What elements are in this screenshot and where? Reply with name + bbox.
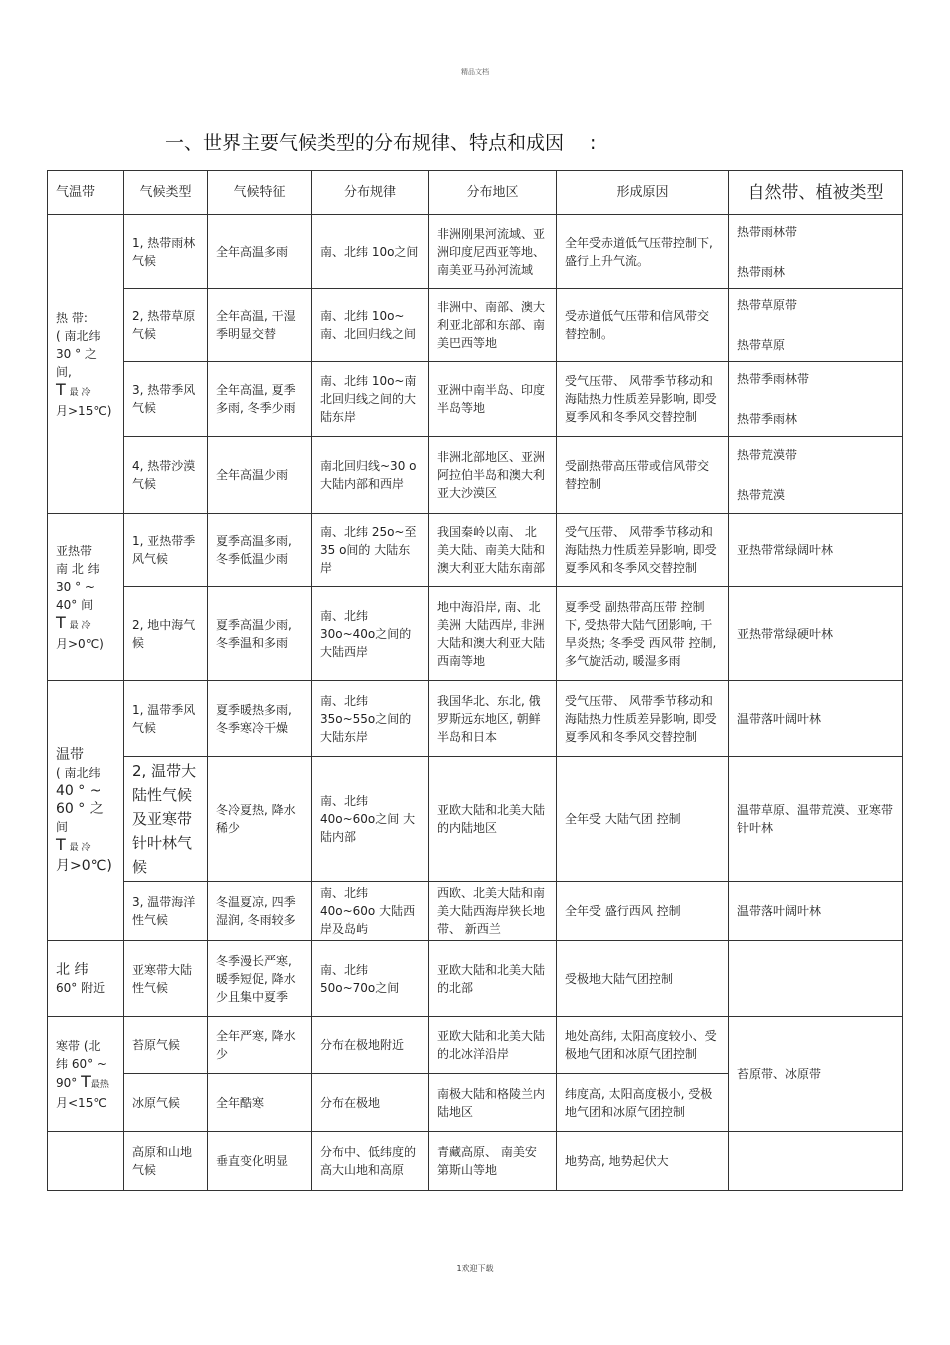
climate-type: 亚寒带大陆性气候 <box>124 941 208 1017</box>
table-row <box>48 882 903 941</box>
climate-vegetation <box>729 941 903 1017</box>
climate-type: 2, 热带草原气候 <box>124 289 208 362</box>
page-title <box>165 128 596 155</box>
climate-feature: 全年高温, 干湿季明显交替 <box>208 289 312 362</box>
climate-type: 高原和山地气候 <box>124 1132 208 1191</box>
climate-type: 苔原气候 <box>124 1017 208 1074</box>
climate-feature: 全年高温, 夏季多雨, 冬季少雨 <box>208 362 312 437</box>
climate-area: 青藏高原、 南美安第斯山等地 <box>429 1132 557 1191</box>
climate-type: 2, 温带大陆性气候及亚寒带针叶林气候 <box>124 757 208 882</box>
climate-type: 1, 热带雨林气候 <box>124 215 208 289</box>
title-colon: : <box>590 132 597 154</box>
climate-feature: 全年酷寒 <box>208 1074 312 1132</box>
climate-vegetation: 亚热带常绿阔叶林 <box>729 514 903 587</box>
climate-cause: 纬度高, 太阳高度极小, 受极地气团和冰原气团控制 <box>557 1074 729 1132</box>
zone-tropical: 热 带: ( 南北纬 30 ° 之 间, T 最 冷 月>15℃) <box>48 215 124 514</box>
climate-area: 地中海沿岸, 南、北美洲 大陆西岸, 非洲大陆和澳大利亚大陆西南等地 <box>429 587 557 681</box>
climate-cause: 全年受赤道低气压带控制下, 盛行上升气流。 <box>557 215 729 289</box>
climate-distribution: 分布在极地附近 <box>312 1017 429 1074</box>
climate-area: 我国秦岭以南、 北美大陆、南美大陆和澳大利亚大陆东南部 <box>429 514 557 587</box>
climate-feature: 全年严寒, 降水少 <box>208 1017 312 1074</box>
climate-type: 冰原气候 <box>124 1074 208 1132</box>
table-row <box>48 437 903 514</box>
climate-type: 2, 地中海气候 <box>124 587 208 681</box>
climate-cause: 地处高纬, 太阳高度较小、受极地气团和冰原气团控制 <box>557 1017 729 1074</box>
climate-distribution: 南、北纬 35o~55o之间的 大陆东岸 <box>312 681 429 757</box>
climate-distribution: 分布在极地 <box>312 1074 429 1132</box>
climate-area: 西欧、北美大陆和南美大陆西海岸狭长地带、 新西兰 <box>429 882 557 941</box>
climate-feature: 冬冷夏热, 降水稀少 <box>208 757 312 882</box>
climate-area: 亚欧大陆和北美大陆的北冰洋沿岸 <box>429 1017 557 1074</box>
climate-vegetation: 热带荒漠带 热带荒漠 <box>729 437 903 514</box>
table-row <box>48 587 903 681</box>
climate-vegetation: 温带草原、温带荒漠、亚寒带针叶林 <box>729 757 903 882</box>
climate-distribution: 南北回归线~30 o大陆内部和西岸 <box>312 437 429 514</box>
climate-feature: 全年高温少雨 <box>208 437 312 514</box>
climate-vegetation: 温带落叶阔叶林 <box>729 681 903 757</box>
climate-cause: 受赤道低气压带和信风带交替控制。 <box>557 289 729 362</box>
climate-type: 3, 热带季风气候 <box>124 362 208 437</box>
climate-area: 亚洲中南半岛、印度半岛等地 <box>429 362 557 437</box>
table-row <box>48 514 903 587</box>
zone-temperate: 温带 ( 南北纬 40 ° ~ 60 ° 之 间 T 最 冷 月>0℃) <box>48 681 124 941</box>
climate-area: 非洲中、南部、澳大利亚北部和东部、南美巴西等地 <box>429 289 557 362</box>
climate-cause: 夏季受 副热带高压带 控制下, 受热带大陆气团影响, 干旱炎热; 冬季受 西风带 控制, 多气旋活动, 暖湿多雨 <box>557 587 729 681</box>
climate-type: 1, 温带季风气候 <box>124 681 208 757</box>
climate-distribution: 分布中、低纬度的高大山地和高原 <box>312 1132 429 1191</box>
col-header-cause: 形成原因 <box>557 171 729 215</box>
climate-feature: 夏季暖热多雨, 冬季寒冷干燥 <box>208 681 312 757</box>
climate-area: 我国华北、东北, 俄罗斯远东地区, 朝鲜半岛和日本 <box>429 681 557 757</box>
col-header-type: 气候类型 <box>124 171 208 215</box>
title-text: 一、世界主要气候类型的分布规律、特点和成因 <box>165 132 565 154</box>
climate-cause: 地势高, 地势起伏大 <box>557 1132 729 1191</box>
page-footer: 1欢迎下载 <box>456 1264 494 1273</box>
zone-subtropical: 亚热带 南 北 纬 30 ° ~ 40° 间 T 最 冷 月>0℃) <box>48 514 124 681</box>
climate-feature: 夏季高温多雨, 冬季低温少雨 <box>208 514 312 587</box>
col-header-distribution: 分布规律 <box>312 171 429 215</box>
table-row <box>48 941 903 1017</box>
climate-feature: 冬温夏凉, 四季湿润, 冬雨较多 <box>208 882 312 941</box>
climate-distribution: 南、北纬 40o~60o之间 大陆内部 <box>312 757 429 882</box>
table-row <box>48 215 903 289</box>
climate-cause: 受气压带、 风带季节移动和海陆热力性质差异影响, 即受夏季风和冬季风交替控制 <box>557 681 729 757</box>
climate-distribution: 南、北纬 10o之间 <box>312 215 429 289</box>
climate-feature: 全年高温多雨 <box>208 215 312 289</box>
climate-vegetation: 温带落叶阔叶林 <box>729 882 903 941</box>
table-header-row <box>48 171 903 215</box>
climate-vegetation: 热带草原带 热带草原 <box>729 289 903 362</box>
climate-vegetation: 热带季雨林带 热带季雨林 <box>729 362 903 437</box>
climate-distribution: 南、北纬 10o~南北回归线之间的大陆东岸 <box>312 362 429 437</box>
climate-vegetation: 苔原带、冰原带 <box>729 1017 903 1132</box>
header-note: 精品文档 <box>461 68 489 76</box>
table-row <box>48 1132 903 1191</box>
zone-empty <box>48 1132 124 1191</box>
zone-north60: 北 纬 60° 附近 <box>48 941 124 1017</box>
climate-type: 1, 亚热带季风气候 <box>124 514 208 587</box>
climate-feature: 夏季高温少雨, 冬季温和多雨 <box>208 587 312 681</box>
col-header-feature: 气候特征 <box>208 171 312 215</box>
climate-distribution: 南、北纬 40o~60o 大陆西岸及岛屿 <box>312 882 429 941</box>
col-header-zone: 气温带 <box>48 171 124 215</box>
climate-distribution: 南、北纬 25o~至35 o间的 大陆东岸 <box>312 514 429 587</box>
climate-distribution: 南、北纬 10o~南、北回归线之间 <box>312 289 429 362</box>
table-row <box>48 289 903 362</box>
climate-vegetation: 亚热带常绿硬叶林 <box>729 587 903 681</box>
table-row <box>48 681 903 757</box>
climate-feature: 垂直变化明显 <box>208 1132 312 1191</box>
climate-vegetation <box>729 1132 903 1191</box>
zone-frigid: 寒带 (北 纬 60° ~ 90° T最热 月<15℃ <box>48 1017 124 1132</box>
climate-type: 3, 温带海洋性气候 <box>124 882 208 941</box>
table-row <box>48 362 903 437</box>
climate-cause: 受气压带、 风带季节移动和海陆热力性质差异影响, 即受夏季风和冬季风交替控制 <box>557 362 729 437</box>
climate-vegetation: 热带雨林带 热带雨林 <box>729 215 903 289</box>
climate-cause: 受极地大陆气团控制 <box>557 941 729 1017</box>
climate-table <box>47 170 903 1191</box>
climate-area: 南极大陆和格陵兰内陆地区 <box>429 1074 557 1132</box>
col-header-area: 分布地区 <box>429 171 557 215</box>
climate-feature: 冬季漫长严寒, 暖季短促, 降水少且集中夏季 <box>208 941 312 1017</box>
table-row <box>48 757 903 882</box>
climate-area: 亚欧大陆和北美大陆的内陆地区 <box>429 757 557 882</box>
climate-cause: 全年受 盛行西风 控制 <box>557 882 729 941</box>
climate-distribution: 南、北纬 30o~40o之间的 大陆西岸 <box>312 587 429 681</box>
climate-distribution: 南、北纬 50o~70o之间 <box>312 941 429 1017</box>
climate-cause: 受副热带高压带或信风带交替控制 <box>557 437 729 514</box>
climate-cause: 全年受 大陆气团 控制 <box>557 757 729 882</box>
climate-area: 非洲刚果河流域、亚洲印度尼西亚等地、南美亚马孙河流域 <box>429 215 557 289</box>
climate-area: 亚欧大陆和北美大陆的北部 <box>429 941 557 1017</box>
climate-area: 非洲北部地区、亚洲阿拉伯半岛和澳大利亚大沙漠区 <box>429 437 557 514</box>
table-row <box>48 1017 903 1074</box>
climate-type: 4, 热带沙漠气候 <box>124 437 208 514</box>
col-header-vegetation: 自然带、植被类型 <box>729 171 903 215</box>
climate-cause: 受气压带、 风带季节移动和海陆热力性质差异影响, 即受夏季风和冬季风交替控制 <box>557 514 729 587</box>
